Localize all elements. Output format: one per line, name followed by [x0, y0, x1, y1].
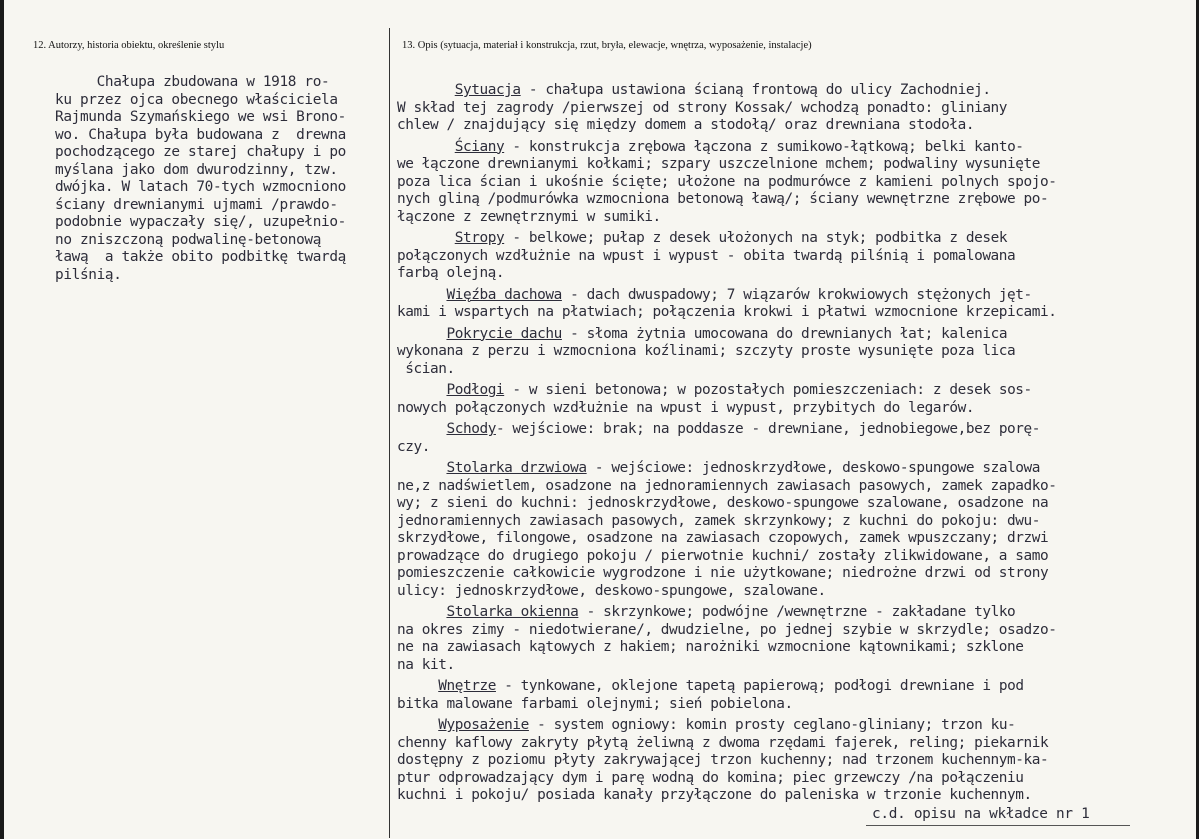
- history-line: pochodzącego ze starej chałupy i po: [55, 144, 346, 160]
- section-title: Wnętrze: [438, 678, 496, 694]
- section-stropy: [397, 230, 1057, 283]
- history-text: [55, 74, 346, 284]
- section-text: - w sieni betonowa; w pozostałych pomieszczeniach: z desek sos-: [504, 382, 1032, 398]
- history-line: no zniszczoną podwalinę-betonową: [55, 231, 322, 248]
- section-line: W skład tej zagrody /pierwszej od strony Kossak/ wchodzą ponadto: gliniany: [397, 99, 1008, 116]
- history-line: pilśnią.: [55, 266, 122, 283]
- section-title: Więźba dachowa: [446, 286, 562, 303]
- section-line: ne,z nadświetlem, osadzone na jednoramiennych zawiasach pasowych, zamek zapadko-: [397, 477, 1057, 494]
- section-text: - chałupa ustawiona ścianą frontową do ulicy Zachodniej.: [520, 82, 991, 98]
- section-line: [397, 82, 1057, 100]
- section-text: - słoma żytnia umocowana do drewnianych łat; kalenica: [561, 325, 1008, 342]
- section-line: na okres zimy - niedotwierane/, dwudzielne, po jednej szybie w skrzydle; osadzo-: [397, 621, 1057, 638]
- section-text: - wejściowe: brak; na poddasze - drewniane, jednobiegowe,bez porę-: [495, 421, 1041, 437]
- section-wyposażenie: [397, 717, 1057, 805]
- history-line: ściany drewnianymi ujmami /prawdo-: [55, 196, 338, 213]
- section-title: Schody: [446, 421, 496, 437]
- section-title: Pokrycie dachu: [446, 325, 562, 342]
- description-text: [397, 82, 1057, 809]
- section-title: Ściany: [454, 138, 505, 155]
- section-title: Stolarka drzwiowa: [446, 460, 587, 476]
- scan-left-edge: [0, 0, 4, 839]
- section-sytuacja: [397, 82, 1057, 135]
- section-line: kami i wspartych na płatwiach; połączenia krokwi i płatwi wzmocnione krzepicami.: [397, 304, 1057, 320]
- section-line: kuchni i pokoju/ posiada kanały przyłączone do paleniska w trzonie kuchennym.: [397, 787, 1032, 803]
- section-pokrycie-dachu: [397, 326, 1057, 379]
- history-line: ławą a także obito podbitkę twardą: [55, 249, 346, 265]
- section-line: czy.: [397, 438, 430, 455]
- section-line: we łączone drewnianymi kołkami; szpary uszczelnione mchem; podwaliny wysunięte: [397, 156, 1041, 172]
- section-stolarka-drzwiowa: [397, 460, 1057, 600]
- section-title: Sytuacja: [454, 82, 521, 98]
- section-line: skrzydłowe, filongowe, osadzone na zawiasach czopowych, zamek wpuszczany; drzwi: [397, 530, 1049, 546]
- section-line: [397, 678, 1057, 696]
- column-divider: [389, 28, 390, 838]
- section-line: chlew / znajdujący się między domem a stodołą/ oraz drewniana stodoła.: [397, 117, 975, 133]
- section-text: - tynkowane, oklejone tapetą papierową; podłogi drewniane i pod: [495, 678, 1024, 694]
- section-title: Stropy: [454, 230, 505, 246]
- section-text: - belkowe; pułap z desek ułożonych na styk; podbitka z desek: [504, 230, 1008, 246]
- section-line: wykonana z perzu i wzmocniona koźlinami; szczyty proste wysunięte poza lica: [397, 343, 1016, 359]
- section-title: Wyposażenie: [438, 717, 529, 733]
- section-line: ścian.: [397, 360, 455, 377]
- section-line: [397, 326, 1057, 344]
- section-text: - skrzynkowe; podwójne /wewnętrzne - zakładane tylko: [578, 604, 1016, 620]
- history-line: wo. Chałupa była budowana z drewna: [55, 126, 346, 143]
- section-line: pomieszczenie całkowicie wygrodzone i nie użytkowane; niedrożne drzwi od strony: [397, 565, 1049, 581]
- section-line: ulicy: jednoskrzydłowe, deskowo-spungowe, szalowane.: [397, 582, 826, 599]
- section-line: jednoramiennych zawiasach pasowych, zamek skrzynkowy; z kuchni do pokoju: dwu-: [397, 512, 1041, 529]
- history-line: ku przez ojca obecnego właściciela: [55, 91, 338, 108]
- section-stolarka-okienna: [397, 604, 1057, 674]
- section-13-header: 13. Opis (sytuacja, materiał i konstrukcja, rzut, bryła, elewacje, wnętrza, wyposażenie, instalacje): [402, 40, 812, 51]
- section-więźba-dachowa: [397, 287, 1057, 322]
- section-schody: [397, 421, 1057, 456]
- section-line: [397, 287, 1057, 305]
- history-line: podobnie wypaczały się/, uzupełnio-: [55, 214, 346, 230]
- section-line: [397, 604, 1057, 622]
- section-12-header: 12. Autorzy, historia obiektu, określenie stylu: [33, 40, 225, 51]
- continuation-note: c.d. opisu na wkładce nr 1: [872, 806, 1090, 822]
- section-line: [397, 460, 1057, 478]
- section-wnętrze: [397, 678, 1057, 713]
- history-line: dwójka. W latach 70-tych wzmocniono: [55, 179, 346, 195]
- continuation-underline: [866, 825, 1130, 826]
- section-line: prowadzące do drugiego pokoju / pierwotnie kuchni/ zostały zlikwidowane, a samo: [397, 547, 1049, 564]
- section-text: - system ogniowy: komin prosty ceglano-gliniany; trzon ku-: [528, 717, 1016, 733]
- section-line: ptur odprowadzający dym i parę wodną do komina; piec grzewczy /na połączeniu: [397, 769, 1024, 786]
- section-line: dostępny z poziomu płyty zakrywającej trzon kuchenny; nad trzonem kuchennym-ka-: [397, 752, 1049, 768]
- section-title: Stolarka okienna: [446, 604, 579, 620]
- section-line: [397, 230, 1057, 248]
- section-line: nowych połączonych wzdłużnie na wpust i wypust, przybitych do legarów.: [397, 399, 975, 416]
- section-line: [397, 717, 1057, 735]
- section-podłogi: [397, 382, 1057, 417]
- history-line: Rajmunda Szymańskiego we wsi Brono-: [55, 109, 346, 125]
- section-line: bitka malowane farbami olejnymi; sień pobielona.: [397, 695, 793, 712]
- section-line: [397, 139, 1057, 157]
- section-line: na kit.: [397, 656, 455, 673]
- section-line: poza lica ścian i ukośnie ścięte; ułożone na podmurówce z kamieni polnych spojo-: [397, 173, 1057, 190]
- section-line: połączonych wzdłużnie na wpust i wypust - obita twardą pilśnią i pomalowana: [397, 247, 1016, 264]
- history-line: Chałupa zbudowana w 1918 ro-: [55, 74, 330, 90]
- section-text: - konstrukcja zrębowa łączona z sumikowo-łątkową; belki kanto-: [504, 138, 1024, 155]
- section-line: ne na zawiasach kątowych z hakiem; narożniki wzmocnione kątownikami; szklone: [397, 639, 1024, 655]
- section-line: wy; z sieni do kuchni: jednoskrzydłowe, deskowo-spungowe szalowane, osadzone na: [397, 495, 1049, 511]
- section-line: farbą olejną.: [397, 265, 505, 281]
- section-title: Podłogi: [446, 382, 505, 398]
- section-ściany: [397, 139, 1057, 227]
- section-line: łączone z zewnętrznymi w sumiki.: [397, 208, 661, 225]
- section-line: [397, 421, 1057, 439]
- section-text: - dach dwuspadowy; 7 wiązarów krokwiowych stężonych jęt-: [561, 286, 1032, 303]
- history-line: myślana jako dom dwurodzinny, tzw.: [55, 161, 338, 178]
- section-text: - wejściowe: jednoskrzydłowe, deskowo-spungowe szalowa: [586, 460, 1041, 476]
- section-line: chenny kaflowy zakryty płytą żeliwną z dwoma rzędami fajerek, reling; piekarnik: [397, 734, 1049, 751]
- section-line: [397, 382, 1057, 400]
- section-line: nych gliną /podmurówka wzmocniona betonową ławą/; ściany wewnętrzne zrębowe po-: [397, 191, 1049, 207]
